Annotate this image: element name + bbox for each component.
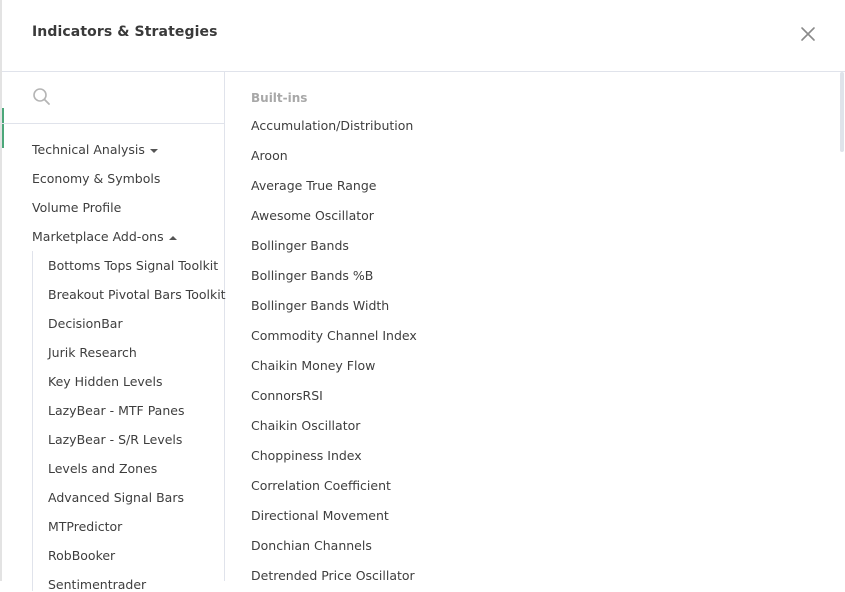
addon-item[interactable]: Levels and Zones [48,461,158,476]
search-row [2,72,224,124]
addon-item[interactable]: MTPredictor [48,519,123,534]
addon-item[interactable]: DecisionBar [48,316,123,331]
indicator-item[interactable]: Bollinger Bands %B [251,268,374,283]
indicator-item[interactable]: Chaikin Money Flow [251,358,376,373]
caret-up-icon [169,236,177,240]
indicator-item[interactable]: Choppiness Index [251,448,362,463]
marketplace-addons-list [32,251,226,592]
indicator-item[interactable]: Donchian Channels [251,538,372,553]
indicator-item[interactable]: Correlation Coefficient [251,478,391,493]
addon-item[interactable]: Jurik Research [48,345,137,360]
addon-item[interactable]: Bottoms Tops Signal Toolkit [48,258,219,273]
addon-item[interactable]: Breakout Pivotal Bars Toolkit [48,287,226,302]
category-label: Marketplace Add-ons [32,229,164,244]
indicator-item[interactable]: Chaikin Oscillator [251,418,361,433]
category-volume-profile[interactable] [32,200,121,215]
dialog-title: Indicators & Strategies [32,24,218,40]
indicator-item[interactable]: Commodity Channel Index [251,328,417,343]
scrollbar-thumb[interactable] [840,72,844,152]
category-sidebar [2,72,226,592]
addon-item[interactable]: LazyBear - MTF Panes [48,403,185,418]
category-economy-symbols[interactable] [32,171,160,186]
dialog-header [2,0,845,72]
indicator-list-panel [225,72,845,581]
category-label: Economy & Symbols [32,171,161,186]
indicator-item[interactable]: Average True Range [251,178,377,193]
indicator-item[interactable]: Awesome Oscillator [251,208,374,223]
addon-item[interactable]: Advanced Signal Bars [48,490,184,505]
category-label: Technical Analysis [32,142,145,157]
indicator-item[interactable]: Accumulation/Distribution [251,118,414,133]
close-icon[interactable] [798,24,818,44]
search-input[interactable] [60,84,214,112]
section-label-builtins: Built-ins [251,91,308,105]
addon-item[interactable]: Key Hidden Levels [48,374,163,389]
addon-item[interactable]: RobBooker [48,548,116,563]
indicator-item[interactable]: Directional Movement [251,508,389,523]
addon-item[interactable]: Sentimentrader [48,577,147,592]
search-icon [32,87,52,107]
indicator-item[interactable]: Detrended Price Oscillator [251,568,415,583]
caret-down-icon [150,149,158,153]
indicator-item[interactable]: Bollinger Bands [251,238,349,253]
indicator-item[interactable]: ConnorsRSI [251,388,323,403]
indicator-item[interactable]: Aroon [251,148,288,163]
category-technical-analysis[interactable] [32,142,158,157]
indicator-item[interactable]: Bollinger Bands Width [251,298,390,313]
category-marketplace-addons[interactable] [32,229,177,244]
category-label: Volume Profile [32,200,122,215]
addon-item[interactable]: LazyBear - S/R Levels [48,432,183,447]
